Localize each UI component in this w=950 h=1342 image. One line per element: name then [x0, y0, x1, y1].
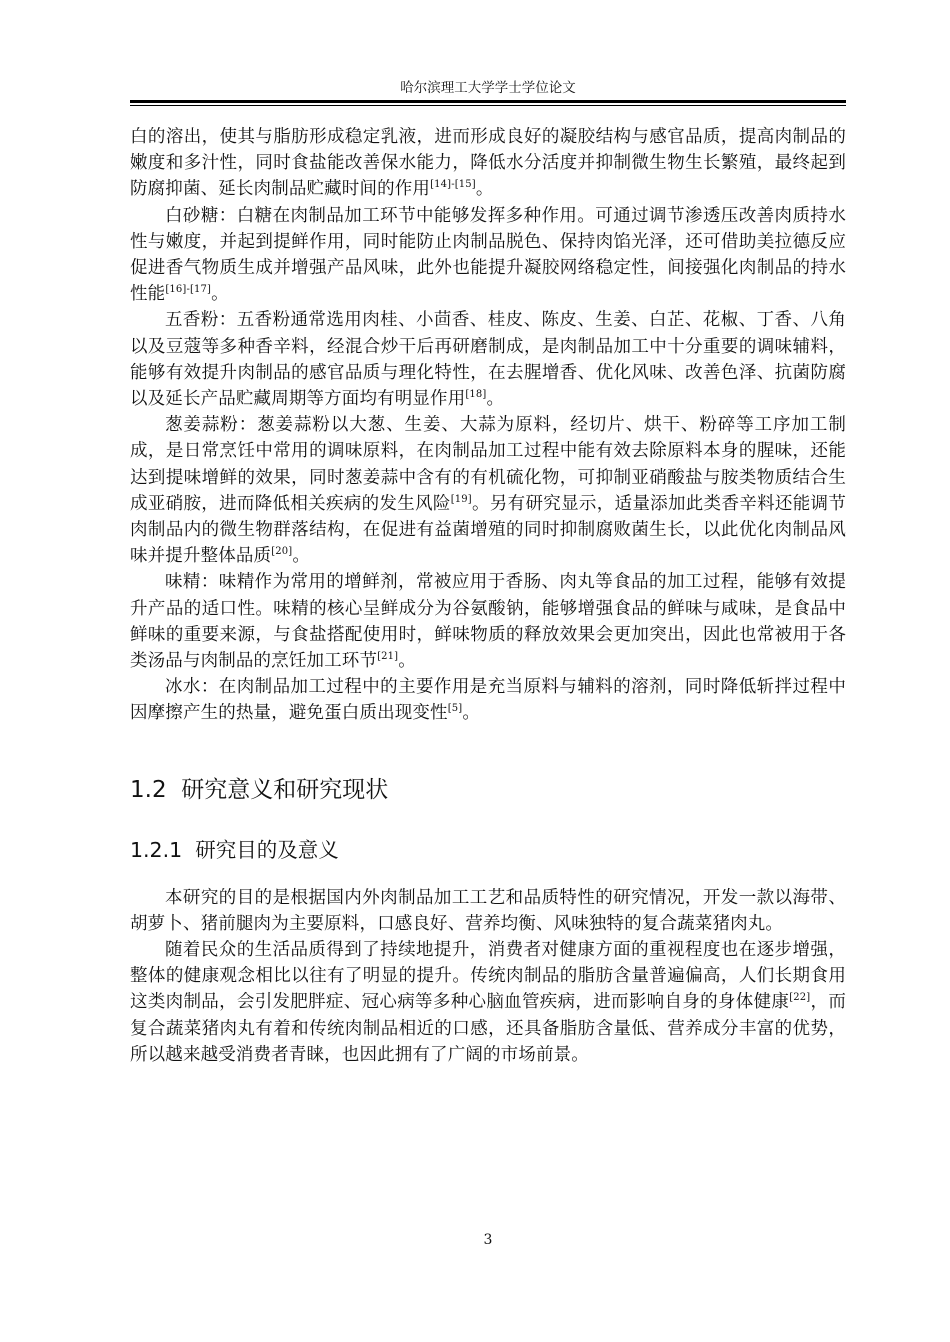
subsection-heading: 1.2.1 研究目的及意义 [130, 837, 339, 862]
running-header: 哈尔滨理工大学学士学位论文 [400, 80, 576, 96]
citation: [16]-[17] [165, 284, 212, 296]
page-number: 3 [483, 1232, 493, 1248]
citation: [18] [465, 389, 487, 401]
citation: [20] [271, 546, 293, 558]
paragraph-ice-water: 冰水：在肉制品加工过程中的主要作用是充当原料与辅料的溶剂，同时降低斩拌过程中因摩擦产生的热量，避免蛋白质出现变性[5]。 [130, 677, 846, 724]
paragraph-salt-continued: 白的溶出，使其与脂肪形成稳定乳液，进而形成良好的凝胶结构与感官品质，提高肉制品的嫩度和多汁性，同时食盐能改善保水能力，降低水分活度并抑制微生物生长繁殖，最终起到防腐抑菌、延长肉制品贮藏时间的作用[14]-[15]。 [130, 127, 846, 200]
citation: [5] [447, 703, 463, 715]
paragraph-onion-ginger-garlic: 葱姜蒜粉：葱姜蒜粉以大葱、生姜、大蒜为原料，经切片、烘干、粉碎等工序加工制成，是日常烹饪中常用的调味原料，在肉制品加工过程中能有效去除原料本身的腥味，还能达到提味增鲜的效果，同时葱姜蒜中含有的有机硫化物，可抑制亚硝酸盐与胺类物质结合生成亚硝胺，进而降低相关疾病的发生风险[19]。另有研究显示，适量添加此类香辛料还能调节肉制品内的微生物群落结构，在促进有益菌增殖的同时抑制腐败菌生长，以此优化肉制品风味并提升整体品质[20]。 [130, 415, 846, 567]
header-rule-thin [130, 105, 846, 106]
paragraph-five-spice: 五香粉：五香粉通常选用肉桂、小茴香、桂皮、陈皮、生姜、白芷、花椒、丁香、八角以及豆蔻等多种香辛料，经混合炒干后再研磨制成，是肉制品加工中十分重要的调味辅料，能够有效提升肉制品的感官品质与理化特性，在去腥增香、优化风味、改善色泽、抗菌防腐以及延长产品贮藏周期等方面均有明显作用[18]。 [130, 310, 846, 410]
header-rule-thick [130, 100, 846, 103]
citation: [21] [377, 651, 399, 663]
page-body [130, 124, 846, 1068]
paragraph-research-purpose: 本研究的目的是根据国内外肉制品加工工艺和品质特性的研究情况，开发一款以海带、胡萝卜、猪前腿肉为主要原料，口感良好、营养均衡、风味独特的复合蔬菜猪肉丸。 [130, 887, 846, 934]
paragraph-sugar: 白砂糖：白糖在肉制品加工环节中能够发挥多种作用。可通过调节渗透压改善肉质持水性与嫩度，并起到提鲜作用，同时能防止肉制品脱色、保持肉馅光泽，还可借助美拉德反应促进香气物质生成并增强产品风味，此外也能提升凝胶网络稳定性，间接强化肉制品的持水性能[16]-[17]。 [130, 205, 846, 305]
section-heading: 1.2 研究意义和研究现状 [130, 776, 389, 803]
paragraph-msg: 味精：味精作为常用的增鲜剂，常被应用于香肠、肉丸等食品的加工过程，能够有效提升产品的适口性。味精的核心呈鲜成分为谷氨酸钠，能够增强食品的鲜味与咸味，是食品中鲜味的重要来源，与食盐搭配使用时，鲜味物质的释放效果会更加突出，因此也常被用于各类汤品与肉制品的烹饪加工环节[21]。 [130, 572, 846, 672]
citation: [14]-[15] [430, 179, 476, 191]
citation: [22] [789, 992, 811, 1004]
citation: [19] [450, 494, 472, 506]
paragraph-research-significance: 随着民众的生活品质得到了持续地提升，消费者对健康方面的重视程度也在逐步增强，整体的健康观念相比以往有了明显的提升。传统肉制品的脂肪含量普遍偏高，人们长期食用这类肉制品，会引发肥胖症、冠心病等多种心脑血管疾病，进而影响自身的身体健康[22]，而复合蔬菜猪肉丸有着和传统肉制品相近的口感，还具备脂肪含量低、营养成分丰富的优势，所以越来越受消费者青睐，也因此拥有了广阔的市场前景。 [130, 940, 846, 1065]
